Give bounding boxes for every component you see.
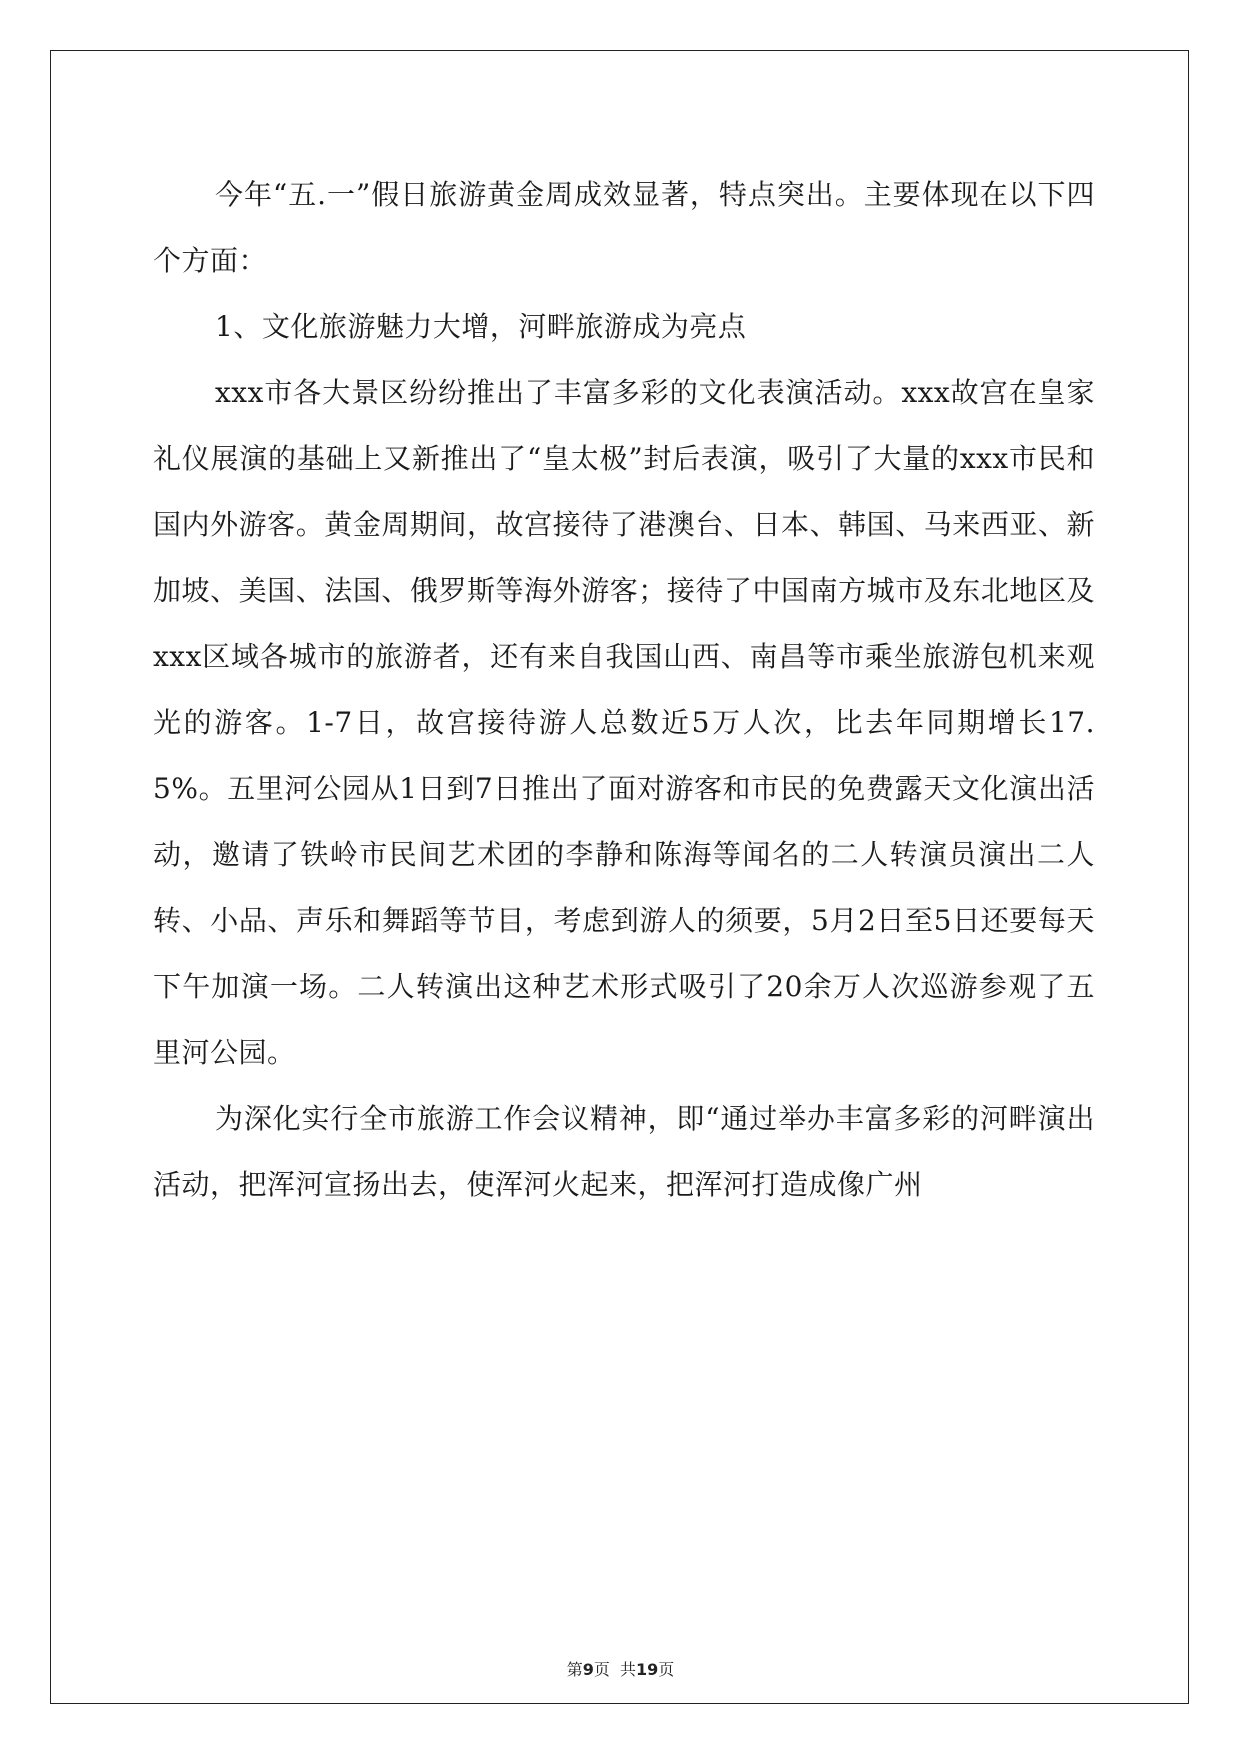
footer-suffix: 页	[658, 1660, 675, 1679]
paragraph-culture-tourism: xxx市各大景区纷纷推出了丰富多彩的文化表演活动。xxx故宫在皇家礼仪展演的基础上又新推出了“皇太极”封后表演，吸引了大量的xxx市民和国内外游客。黄金周期间，故宫接待了港澳台、日本、韩国、马来西亚、新加坡、美国、法国、俄罗斯等海外游客；接待了中国南方城市及东北地区及xxx区域各城市的旅游者，还有来自我国山西、南昌等市乘坐旅游包机来观光的游客。1-7日，故宫接待游人总数近5万人次，比去年同期增长17.5%。五里河公园从1日到7日推出了面对游客和市民的免费露天文化演出活动，邀请了铁岭市民间艺术团的李静和陈海等闻名的二人转演员演出二人转、小品、声乐和舞蹈等节目，考虑到游人的须要，5月2日至5日还要每天下午加演一场。二人转演出这种艺术形式吸引了20余万人次巡游参观了五里河公园。	[153, 376, 1095, 1069]
document-body	[153, 162, 1095, 1218]
footer-middle: 页 共	[593, 1660, 637, 1679]
paragraph-river-events: 为深化实行全市旅游工作会议精神，即“通过举办丰富多彩的河畔演出活动，把浑河宣扬出去，使浑河火起来，把浑河打造成像广州	[153, 1102, 1095, 1201]
paragraph-intro: 今年“五.一”假日旅游黄金周成效显著，特点突出。主要体现在以下四个方面：	[153, 178, 1095, 277]
current-page-number: 9	[582, 1660, 594, 1679]
footer-prefix: 第	[566, 1660, 583, 1679]
total-page-number: 19	[636, 1660, 659, 1679]
section-heading-1: 1、文化旅游魅力大增，河畔旅游成为亮点	[215, 310, 747, 343]
page-number-footer	[0, 1657, 1241, 1680]
